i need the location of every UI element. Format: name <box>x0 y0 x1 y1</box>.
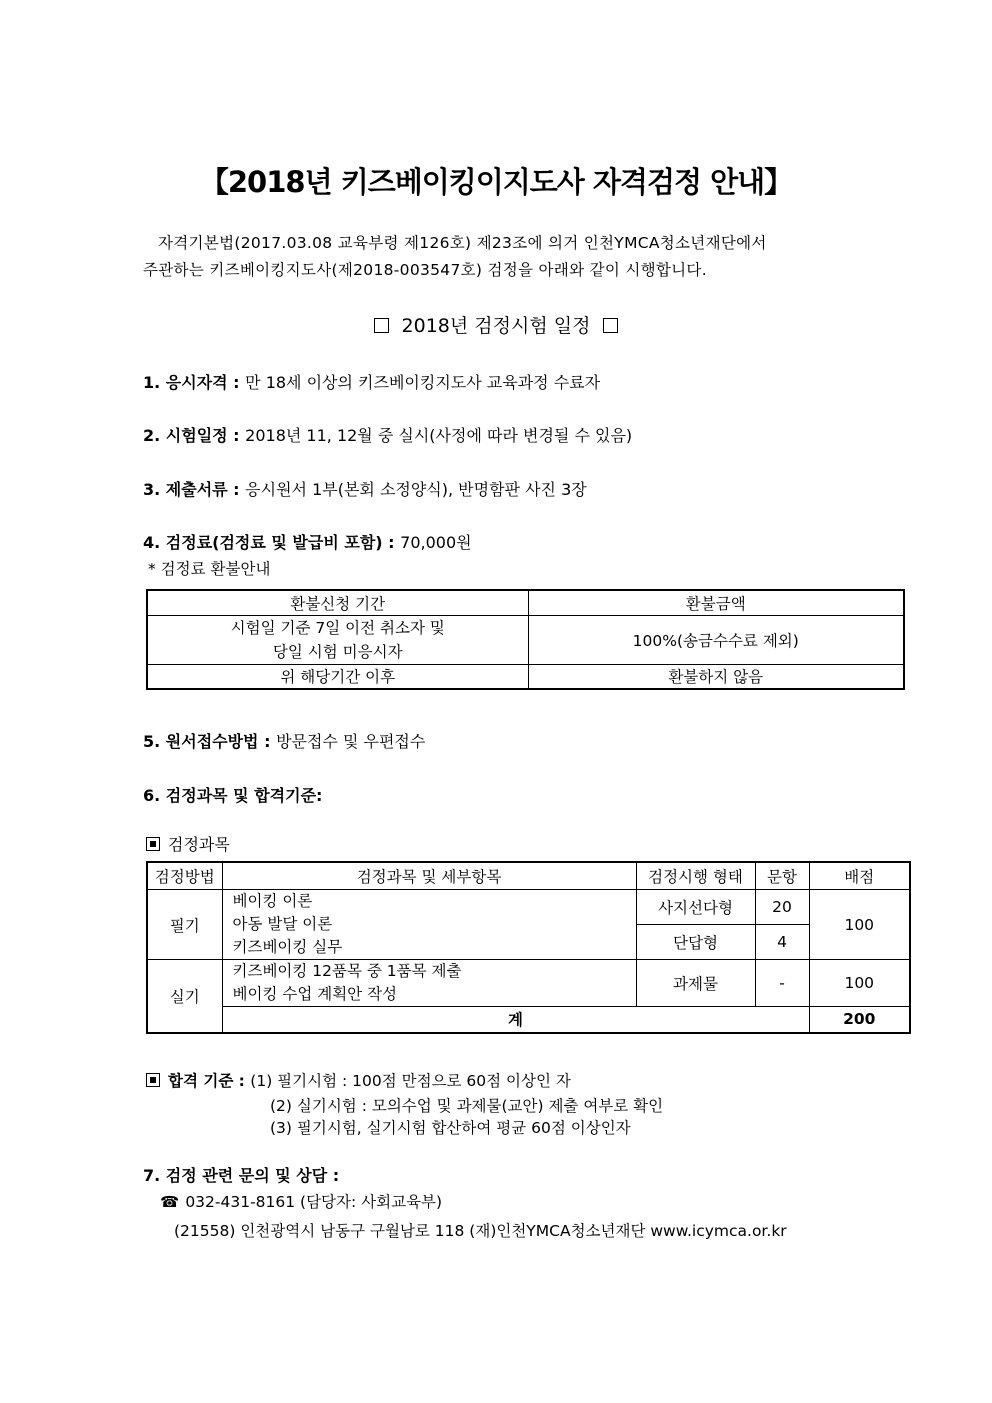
practical-score: 100 <box>809 960 910 1007</box>
written-count: 20 <box>755 890 809 925</box>
item-label: 4. 검정료(검정료 및 발급비 포함) : <box>143 533 401 552</box>
practical-method: 실기 <box>147 960 222 1033</box>
refund-period-line: 시험일 기준 7일 이전 취소자 및 <box>230 619 445 637</box>
refund-amount-cell: 100%(송금수수료 제외) <box>528 616 904 665</box>
subject-item: 베이킹 이론 <box>232 892 313 910</box>
subject-item: 키즈베이킹 12품목 중 1품목 제출 <box>232 962 462 980</box>
intro-line-2: 주관하는 키즈베이킹지도사(제2018-003547호) 검정을 아래와 같이 시행합니다. <box>143 261 707 279</box>
item-value: 응시원서 1부(본회 소정양식), 반명함판 사진 3장 <box>245 480 587 499</box>
subjects-header: 검정방법 <box>147 862 222 890</box>
subjects-heading <box>146 832 230 855</box>
item-value: 70,000원 <box>400 533 472 552</box>
schedule-heading <box>0 311 992 338</box>
item-label: 2. 시험일정 : <box>143 426 246 445</box>
item-application <box>143 729 425 752</box>
contact-address: (21558) 인천광역시 남동구 구월남로 118 (재)인천YMCA청소년재단 www.icymca.or.kr <box>174 1222 787 1240</box>
subjects-heading-text: 검정과목 <box>168 835 230 854</box>
practical-items <box>222 960 636 1007</box>
square-bullet-icon <box>374 318 389 333</box>
criteria-item: (3) 필기시험, 실기시험 합산하여 평균 60점 이상인자 <box>270 1119 631 1137</box>
filled-square-icon <box>146 1073 160 1087</box>
refund-header-amount: 환불금액 <box>528 590 904 616</box>
subjects-header: 문항 <box>755 862 809 890</box>
subject-item: 키즈베이킹 실무 <box>232 938 343 956</box>
total-label: 계 <box>222 1007 809 1033</box>
subjects-header: 배점 <box>809 862 910 890</box>
refund-period-cell <box>147 616 528 665</box>
refund-table <box>146 589 905 690</box>
written-items <box>222 890 636 960</box>
item-contact: 7. 검정 관련 문의 및 상담 : <box>143 1166 340 1185</box>
item-exam-schedule <box>143 423 632 446</box>
contact-phone-line <box>160 1190 442 1212</box>
total-score: 200 <box>809 1007 910 1033</box>
item-value: 만 18세 이상의 키즈베이킹지도사 교육과정 수료자 <box>245 373 601 392</box>
subjects-header: 검정시행 형태 <box>636 862 755 890</box>
refund-period-line: 당일 시험 미응시자 <box>272 643 403 661</box>
written-type: 사지선다형 <box>636 890 755 925</box>
item-label: 5. 원서접수방법 : <box>143 732 277 751</box>
item-fee <box>143 530 472 553</box>
page-title: 【2018년 키즈베이킹이지도사 자격검정 안내】 <box>199 165 793 199</box>
criteria-item: (1) 필기시험 : 100점 만점으로 60점 이상인 자 <box>250 1072 571 1090</box>
item-documents <box>143 477 587 500</box>
item-label: 1. 응시자격 : <box>143 373 246 392</box>
subjects-table <box>146 861 911 1034</box>
criteria-item: (2) 실기시험 : 모의수업 및 과제물(교안) 제출 여부로 확인 <box>270 1097 664 1115</box>
practical-count: - <box>755 960 809 1007</box>
filled-square-icon <box>146 837 160 851</box>
refund-header-period: 환불신청 기간 <box>147 590 528 616</box>
subject-item: 아동 발달 이론 <box>232 915 333 933</box>
item-subjects: 6. 검정과목 및 합격기준: <box>143 786 323 805</box>
telephone-icon: ☎ <box>160 1193 180 1211</box>
written-type: 단답형 <box>636 925 755 960</box>
criteria-label: 합격 기준 : <box>168 1072 251 1090</box>
subjects-header: 검정과목 및 세부항목 <box>222 862 636 890</box>
practical-type: 과제물 <box>636 960 755 1007</box>
subject-item: 베이킹 수업 계획안 작성 <box>232 985 398 1003</box>
contact-phone: 032-431-8161 (담당자: 사회교육부) <box>185 1193 443 1211</box>
written-score: 100 <box>809 890 910 960</box>
item-label: 3. 제출서류 : <box>143 480 246 499</box>
refund-note: * 검정료 환불안내 <box>148 560 271 578</box>
schedule-heading-text: 2018년 검정시험 일정 <box>401 315 591 337</box>
written-count: 4 <box>755 925 809 960</box>
intro-line-1: 자격기본법(2017.03.08 교육부령 제126호) 제23조에 의거 인천YMCA청소년재단에서 <box>158 234 767 252</box>
item-eligibility <box>143 370 600 393</box>
written-method: 필기 <box>147 890 222 960</box>
item-value: 2018년 11, 12월 중 실시(사정에 따라 변경될 수 있음) <box>245 426 633 445</box>
item-value: 방문접수 및 우편접수 <box>276 732 426 751</box>
square-bullet-icon <box>603 318 618 333</box>
criteria-line-1 <box>146 1069 571 1091</box>
refund-period-cell: 위 해당기간 이후 <box>147 665 528 689</box>
refund-amount-cell: 환불하지 않음 <box>528 665 904 689</box>
